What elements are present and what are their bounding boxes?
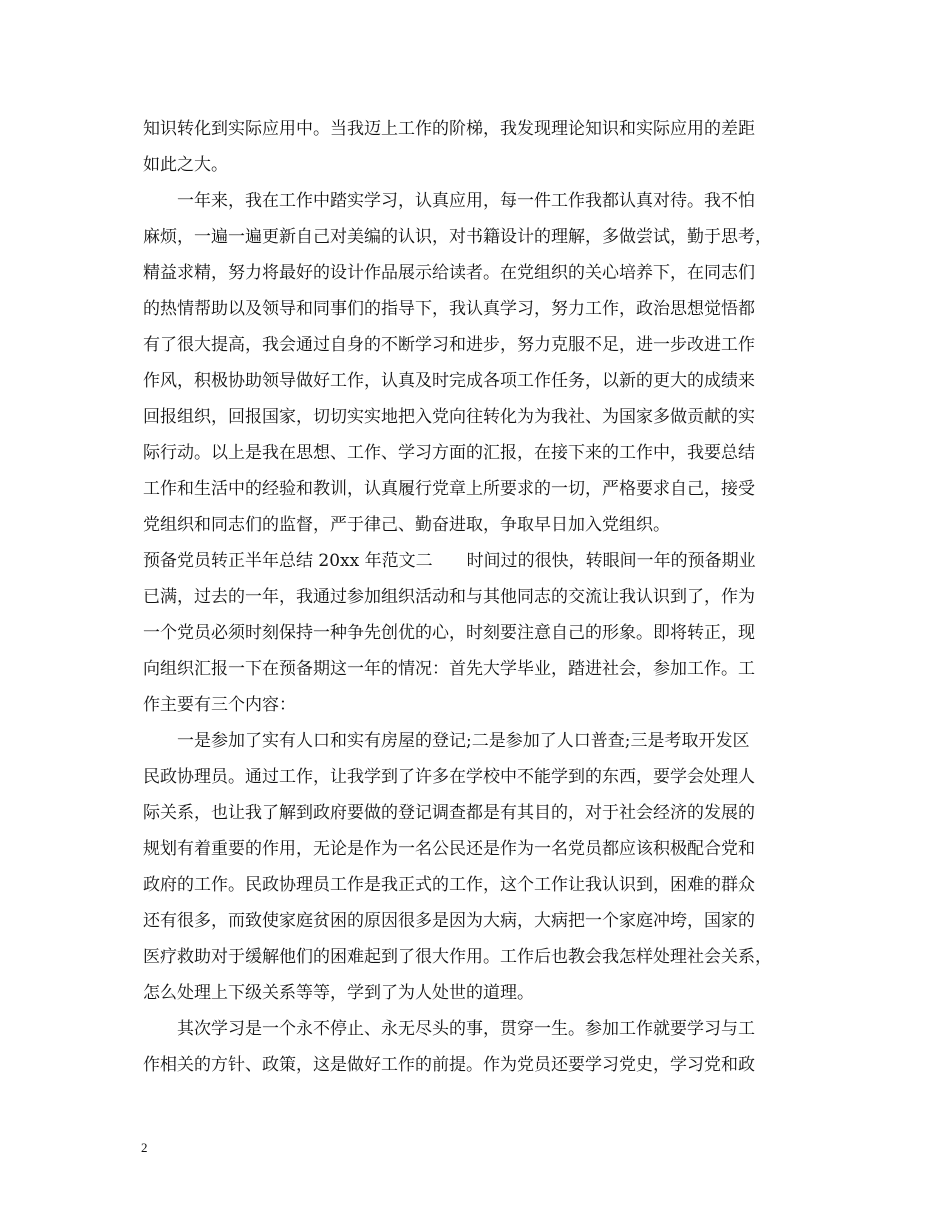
text-line: 规划有着重要的作用，无论是作为一名公民还是作为一名党员都应该积极配合党和 [143,839,755,859]
text-line: 如此之大。 [143,155,228,175]
page-number: 2 [141,1140,148,1155]
text-line: 作风，积极协助领导做好工作，认真及时完成各项工作任务，以新的更大的成绩来 [143,371,755,391]
text-line: 一是参加了实有人口和实有房屋的登记;二是参加了人口普查;三是考取开发区 [143,731,750,751]
text-line: 向组织汇报一下在预备期这一年的情况：首先大学毕业，踏进社会，参加工作。工 [143,659,755,679]
text-line: 知识转化到实际应用中。当我迈上工作的阶梯，我发现理论知识和实际应用的差距 [143,119,755,139]
text-line: 回报组织，回报国家，切切实实地把入党向往转化为为我社、为国家多做贡献的实 [143,407,755,427]
text-line: 际关系，也让我了解到政府要做的登记调查都是有其目的，对于社会经济的发展的 [143,803,755,823]
text-line: 的热情帮助以及领导和同事们的指导下，我认真学习，努力工作，政治思想觉悟都 [143,299,755,319]
section-heading-line: 预备党员转正半年总结 20xx 年范文二 时间过的很快，转眼间一年的预备期业 [143,551,756,571]
text-line: 际行动。以上是我在思想、工作、学习方面的汇报，在接下来的工作中，我要总结 [143,443,755,463]
text-line: 怎么处理上下级关系等等，学到了为人处世的道理。 [143,983,534,1003]
text-line: 有了很大提高，我会通过自身的不断学习和进步，努力克服不足，进一步改进工作 [143,335,755,355]
text-line: 作主要有三个内容： [143,695,296,715]
text-line: 一个党员必须时刻保持一种争先创优的心，时刻要注意自己的形象。即将转正，现 [143,623,755,643]
text-line: 还有很多，而致使家庭贫困的原因很多是因为大病，大病把一个家庭冲垮，国家的 [143,911,755,931]
text-line: 民政协理员。通过工作，让我学到了许多在学校中不能学到的东西，要学会处理人 [143,767,755,787]
text-line: 工作和生活中的经验和教训，认真履行党章上所要求的一切，严格要求自己，接受 [143,479,755,499]
text-line: 一年来，我在工作中踏实学习，认真应用，每一件工作我都认真对待。我不怕 [143,191,755,211]
text-line: 精益求精，努力将最好的设计作品展示给读者。在党组织的关心培养下，在同志们 [143,263,755,283]
text-line: 作相关的方针、政策，这是做好工作的前提。作为党员还要学习党史，学习党和政 [143,1055,755,1075]
text-line: 其次学习是一个永不停止、永无尽头的事，贯穿一生。参加工作就要学习与工 [143,1019,755,1039]
text-line: 党组织和同志们的监督，严于律己、勤奋进取，争取早日加入党组织。 [143,515,670,535]
text-line: 政府的工作。民政协理员工作是我正式的工作，这个工作让我认识到，困难的群众 [143,875,755,895]
text-line: 已满，过去的一年，我通过参加组织活动和与其他同志的交流让我认识到了，作为 [143,587,755,607]
text-line: 麻烦，一遍一遍更新自己对美编的认识，对书籍设计的理解，多做尝试，勤于思考， [143,227,772,247]
text-line: 医疗救助对于缓解他们的困难起到了很大作用。工作后也教会我怎样处理社会关系， [143,947,772,967]
